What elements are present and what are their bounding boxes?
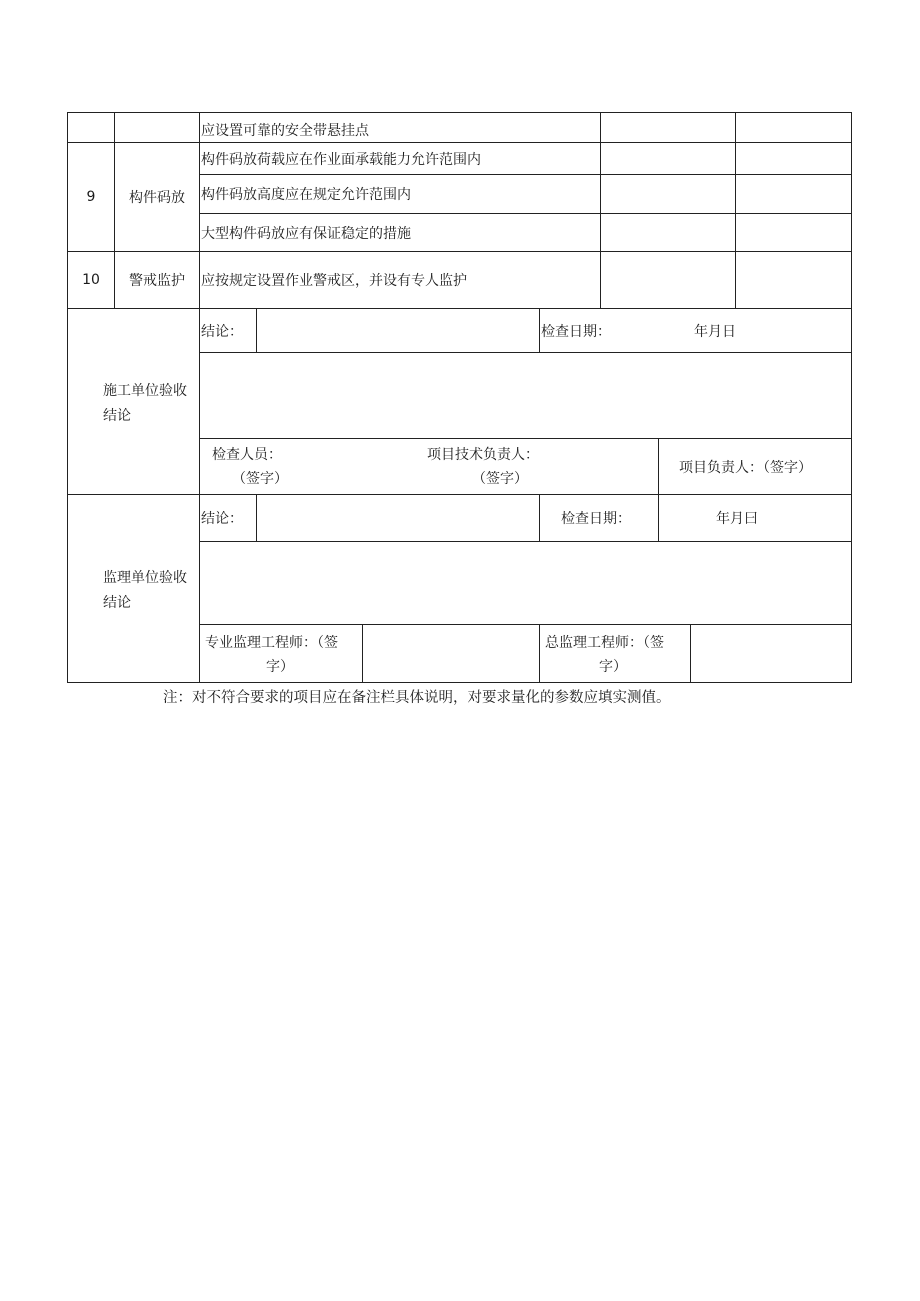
conclusion-label: 结论： [201,323,243,340]
project-manager-signature: 项目负责人：（签字） [679,459,812,476]
chief-engineer-label: 总监理工程师：（签 [545,635,664,651]
footnote: 注：对不符合要求的项目应在备注栏具体说明，对要求量化的参数应填实测值。 [163,690,671,706]
requirement-cell: 构件码放高度应在规定允许范围内 [201,187,411,203]
supervising-engineer-label: 专业监理工程师：（签 [205,635,338,651]
inspection-date-label: 检查日期： [561,511,631,527]
requirement-cell: 应设置可靠的安全带悬挂点 [201,123,369,139]
tech-lead-label: 项目技术负责人： [427,447,539,463]
item-number: 9 [86,189,96,205]
supervision-section-label: 结论 [103,595,131,611]
item-name: 警戒监护 [129,273,185,289]
inspection-date-label: 检查日期： [541,323,611,340]
inspection-date-value: 年月曰 [716,511,758,527]
requirement-cell: 大型构件码放应有保证稳定的措施 [201,225,411,242]
item-name: 构件码放 [129,190,185,206]
inspection-date-value: 年月日 [694,323,736,340]
construction-section-label: 结论 [103,408,131,424]
item-number: 10 [82,272,100,288]
supervising-engineer-label: 字） [266,659,294,675]
requirement-cell: 应按规定设置作业警戒区，并设有专人监护 [201,273,467,289]
inspector-label: 检查人员： [212,447,282,463]
requirement-cell: 构件码放荷载应在作业面承载能力允许范围内 [201,151,481,168]
conclusion-label: 结论： [201,511,243,527]
construction-section-label: 施工单位验收 [103,383,187,399]
supervision-section-label: 监理单位验收 [103,570,187,586]
inspector-signature: （签字） [232,471,288,487]
tech-lead-signature: （签字） [472,471,528,487]
chief-engineer-label: 字） [599,659,627,675]
